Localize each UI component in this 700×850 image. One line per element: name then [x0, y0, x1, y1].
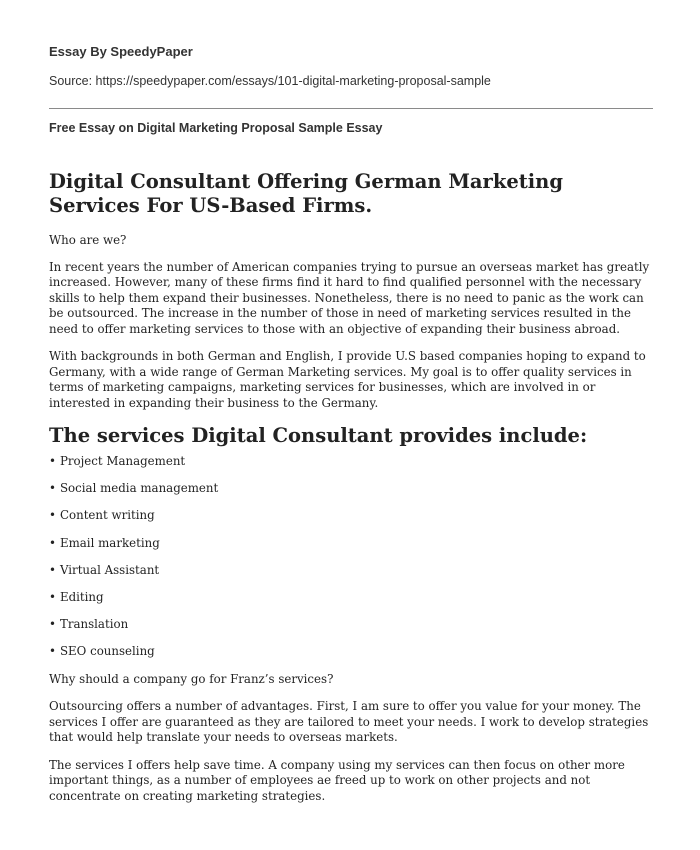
header-divider — [49, 108, 653, 109]
bullet-icon: • — [49, 535, 56, 550]
service-label: SEO counseling — [59, 644, 155, 659]
service-label: Email marketing — [59, 535, 160, 550]
list-item — [49, 563, 653, 579]
list-item — [49, 617, 653, 633]
bullet-icon: • — [49, 589, 56, 604]
service-label: Social media management — [59, 481, 219, 496]
intro-paragraph: In recent years the number of American companies trying to pursue an overseas market has greatly increased. However, many of these firms find it hard to find qualified personnel with the necessary skills to help them expand their businesses. Nonetheless, there is no need to panic as the work can be outsourced. The increase in the number of those in need of marketing services resulted in the need to offer marketing services to those with an objective of expanding their business abroad. — [49, 259, 650, 336]
list-item — [49, 590, 653, 606]
essay-title: Free Essay on Digital Marketing Proposal Sample Essay — [49, 121, 383, 135]
bullet-icon: • — [49, 644, 56, 659]
time-saving-paragraph: The services I offers help save time. A company using my services can then focus on other more important things, as a number of employees ae freed up to work on other projects and not concentrate on creating marketing strategies. — [49, 757, 625, 803]
service-label: Editing — [59, 589, 104, 604]
article-body — [49, 170, 653, 816]
outsourcing-paragraph: Outsourcing offers a number of advantages. First, I am sure to offer you value for your money. The services I offer are guaranteed as they are tailored to meet your needs. I work to develop strategies that would help translate your needs to overseas markets. — [49, 699, 649, 745]
services-list — [49, 454, 653, 660]
brand-label: Essay By SpeedyPaper — [49, 44, 193, 59]
list-item — [49, 454, 653, 470]
source-link[interactable]: Source: https://speedypaper.com/essays/101-digital-marketing-proposal-sample — [49, 74, 491, 88]
service-label: Translation — [59, 617, 129, 632]
bullet-icon: • — [49, 481, 56, 496]
service-label: Project Management — [59, 454, 186, 468]
list-item — [49, 481, 653, 497]
why-question-text: Why should a company go for Franz’s services? — [49, 671, 334, 686]
services-heading: The services Digital Consultant provides include: — [49, 424, 588, 447]
service-label: Virtual Assistant — [59, 562, 160, 577]
bullet-icon: • — [49, 508, 56, 523]
bullet-icon: • — [49, 562, 56, 577]
list-item — [49, 508, 653, 524]
article-heading: Digital Consultant Offering German Marketing Services For US-Based Firms. — [49, 170, 563, 217]
bullet-icon: • — [49, 617, 56, 632]
background-paragraph: With backgrounds in both German and English, I provide U.S based companies hoping to expand to Germany, with a wide range of German Marketing services. My goal is to offer quality services in terms of marketing campaigns, marketing services for businesses, which are involved in or interested in expanding their business to the Germany. — [49, 349, 646, 410]
service-label: Content writing — [59, 508, 155, 523]
list-item — [49, 536, 653, 552]
list-item — [49, 644, 653, 660]
who-are-we-text: Who are we? — [49, 233, 127, 247]
bullet-icon: • — [49, 454, 56, 468]
